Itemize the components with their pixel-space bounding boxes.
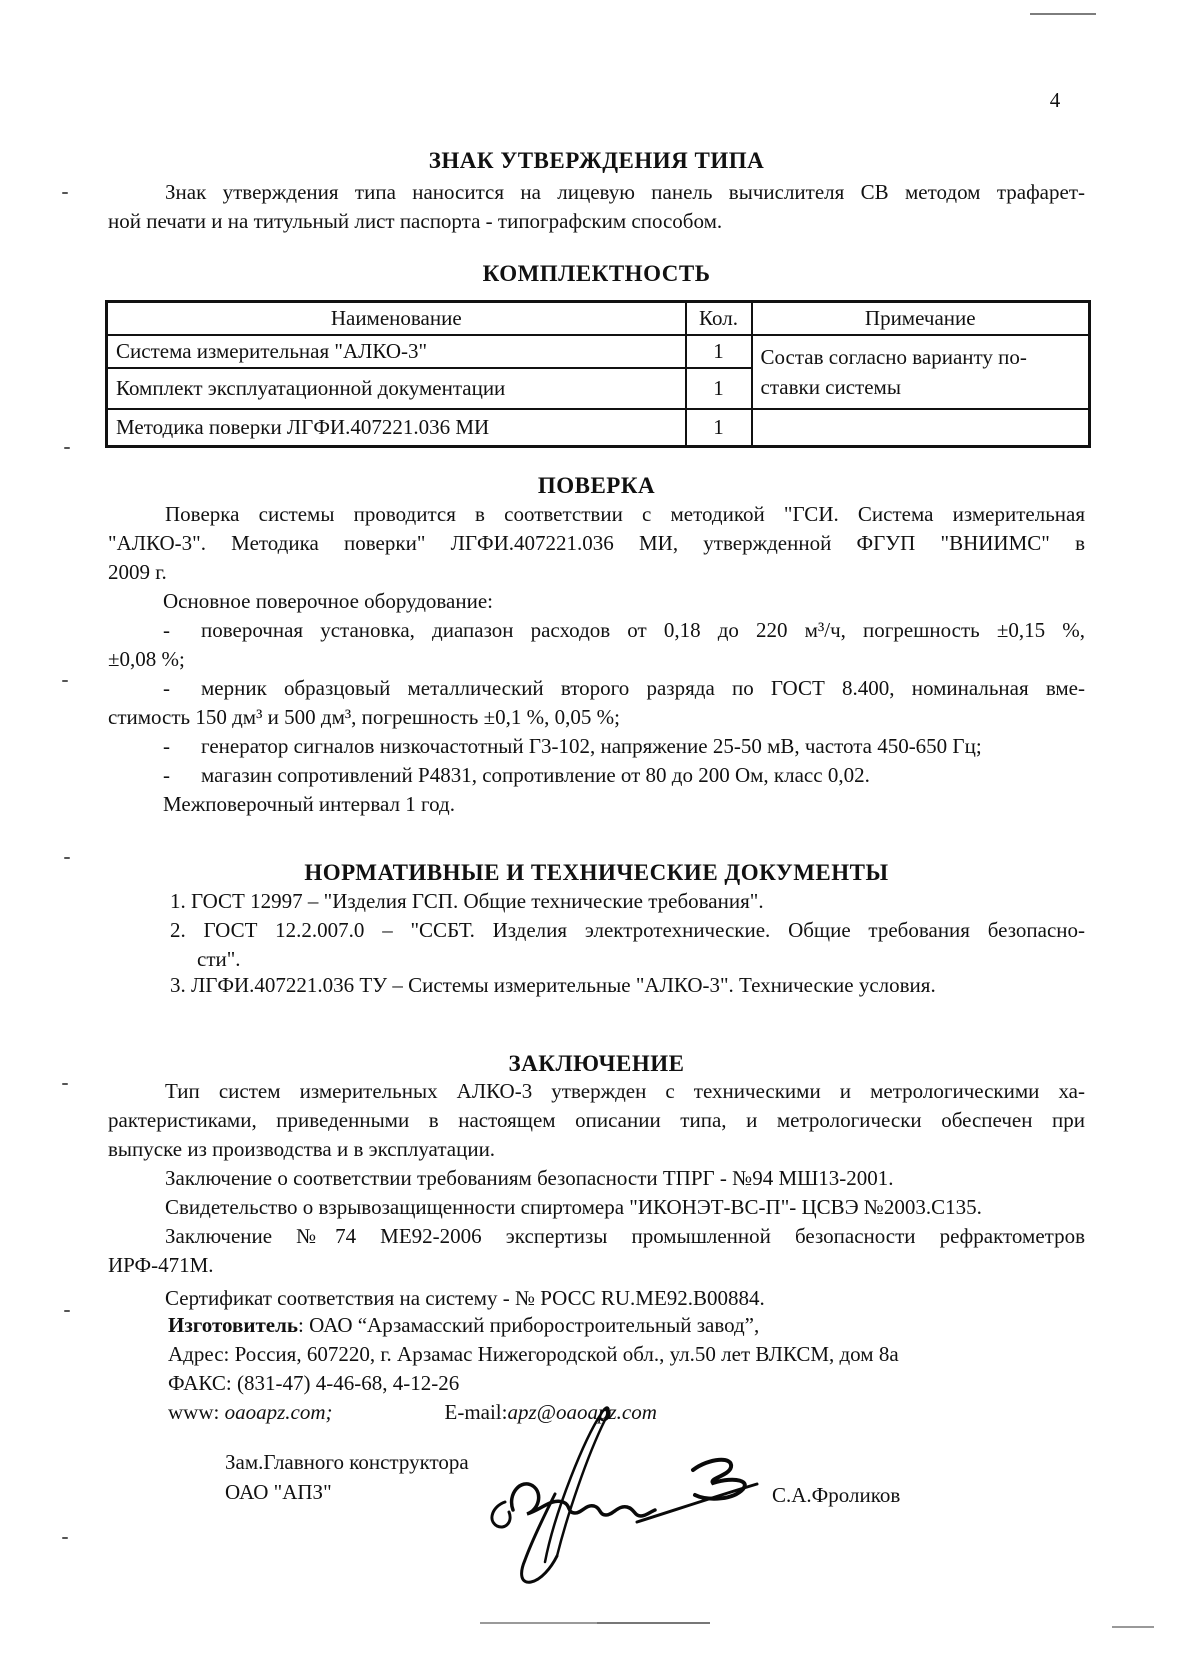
scan-speck [64, 447, 70, 449]
table-cell-note-empty [752, 409, 1090, 447]
email-value: apz@oaoapz.com [507, 1400, 657, 1424]
list-item-continuation: ±0,08 %; [108, 647, 185, 671]
list-item-text: генератор сигналов низкочастотный Г3-102, напряжение 25-50 мВ, частота 450-650 Гц; [201, 734, 982, 758]
page-number: 4 [1049, 88, 1061, 112]
section-title-completeness: КОМПЛЕКТНОСТЬ [482, 261, 711, 286]
scan-speck [64, 1310, 70, 1312]
signer-position-line: ОАО "АПЗ" [225, 1480, 332, 1504]
numbered-item-continuation: сти". [197, 947, 241, 971]
list-item [108, 732, 1085, 761]
numbered-item: 3. ЛГФИ.407221.036 ТУ – Системы измерительные "АЛКО-3". Технические условия. [170, 973, 936, 997]
section-title-normative-docs: НОРМАТИВНЫЕ И ТЕХНИЧЕСКИЕ ДОКУМЕНТЫ [304, 860, 889, 885]
manufacturer-label: Изготовитель [168, 1313, 298, 1337]
scan-speck [62, 1537, 68, 1539]
numbered-item: 2. ГОСТ 12.2.007.0 – "ССБТ. Изделия электротехнические. Общие требования безопасно- [170, 918, 1085, 942]
table-row [107, 409, 1090, 447]
note-line: Состав согласно варианту по- [760, 345, 1027, 369]
section-title-verification: ПОВЕРКА [537, 473, 656, 498]
paragraph-line: "АЛКО-3". Методика поверки" ЛГФИ.407221.036 МИ, утвержденной ФГУП "ВНИИМС" в [108, 531, 1085, 555]
paragraph-line: ной печати и на титульный лист паспорта - типографским способом. [108, 209, 723, 233]
www-label: www: [168, 1400, 225, 1424]
paragraph-line: Основное поверочное оборудование: [163, 589, 494, 613]
numbered-item: 1. ГОСТ 12997 – "Изделия ГСП. Общие технические требования". [170, 889, 764, 913]
www-value: oaoapz.com; [224, 1400, 333, 1424]
paragraph-line: ИРФ-471М. [108, 1253, 214, 1277]
list-dash: - [163, 763, 170, 787]
paragraph-line: Заключение о соответствии требованиям безопасности ТПРГ - №94 МШ13-2001. [165, 1166, 894, 1190]
signer-name: С.А.Фроликов [772, 1483, 901, 1507]
handwritten-signature [455, 1390, 765, 1590]
scan-artifact-line-bottom [480, 1622, 597, 1624]
paragraph-line: рактеристиками, приведенными в настоящем описании типа, и метрологически обеспечен при [108, 1108, 1085, 1132]
list-item [108, 616, 1085, 645]
list-item [108, 761, 1085, 790]
scan-artifact-line-bottom [1112, 1626, 1154, 1628]
table-cell-name: Методика поверки ЛГФИ.407221.036 МИ [107, 409, 686, 447]
table-cell-qty: 1 [686, 335, 752, 368]
manufacturer-fax: ФАКС: (831-47) 4-46-68, 4-12-26 [168, 1371, 460, 1395]
paragraph-line: Межповерочный интервал 1 год. [163, 792, 455, 816]
list-item-text: мерник образцовый металлический второго разряда по ГОСТ 8.400, номинальная вме- [201, 676, 1085, 700]
column-header-qty: Кол. [686, 302, 752, 336]
completeness-table [105, 300, 1091, 448]
manufacturer-address: Адрес: Россия, 607220, г. Арзамас Нижегородской обл., ул.50 лет ВЛКСМ, дом 8а [168, 1342, 899, 1366]
table-cell-qty: 1 [686, 409, 752, 447]
paragraph-line: Поверка системы проводится в соответствии с методикой "ГСИ. Система измерительная [165, 502, 1085, 526]
column-header-name: Наименование [107, 302, 686, 336]
paragraph-line: Свидетельство о взрывозащищенности спиртомера "ИКОНЭТ-ВС-П"- ЦСВЭ №2003.С135. [165, 1195, 982, 1219]
section-title-conclusion: ЗАКЛЮЧЕНИЕ [508, 1051, 685, 1076]
paragraph-line: выпуске из производства и в эксплуатации. [108, 1137, 496, 1161]
section-title-type-approval: ЗНАК УТВЕРЖДЕНИЯ ТИПА [428, 148, 765, 173]
email-label: E-mail: [444, 1400, 508, 1424]
scan-speck [64, 857, 70, 859]
paragraph-line: Заключение №74 МЕ92-2006 экспертизы промышленной безопасности рефрактометров [165, 1224, 1085, 1248]
manufacturer-line [168, 1311, 1068, 1340]
list-item-text: поверочная установка, диапазон расходов от 0,18 до 220 м³/ч, погрешность ±0,15 %, [201, 618, 1085, 642]
list-item-continuation: стимость 150 дм³ и 500 дм³, погрешность ±0,1 %, 0,05 %; [108, 705, 620, 729]
note-line: ставки системы [760, 375, 901, 399]
scan-speck [62, 192, 68, 194]
scan-artifact-line-top [1030, 13, 1096, 15]
list-dash: - [163, 618, 170, 642]
paragraph-line: Тип систем измерительных АЛКО-3 утвержден с техническими и метрологическими ха- [165, 1079, 1085, 1103]
column-header-note: Примечание [752, 302, 1090, 336]
scan-speck [62, 1083, 68, 1085]
table-cell-note [752, 335, 1090, 409]
manufacturer-value: : ОАО “Арзамасский приборостроительный завод”, [298, 1313, 760, 1337]
table-cell-name: Комплект эксплуатационной документации [107, 368, 686, 409]
scan-artifact-line-bottom [597, 1622, 710, 1624]
table-row [107, 335, 1090, 368]
paragraph-line: Знак утверждения типа наносится на лицевую панель вычислителя СВ методом трафарет- [165, 180, 1085, 204]
list-dash: - [163, 734, 170, 758]
scan-speck [62, 680, 68, 682]
signer-position-line: Зам.Главного конструктора [225, 1450, 469, 1474]
paragraph-line: Сертификат соответствия на систему - № РОСС RU.ME92.B00884. [165, 1286, 765, 1310]
table-header-row [107, 302, 1090, 336]
paragraph-line: 2009 г. [108, 560, 167, 584]
table-cell-qty: 1 [686, 368, 752, 409]
list-item [108, 674, 1085, 703]
table-cell-name: Система измерительная "АЛКО-3" [107, 335, 686, 368]
list-dash: - [163, 676, 170, 700]
list-item-text: магазин сопротивлений Р4831, сопротивление от 80 до 200 Ом, класс 0,02. [201, 763, 870, 787]
